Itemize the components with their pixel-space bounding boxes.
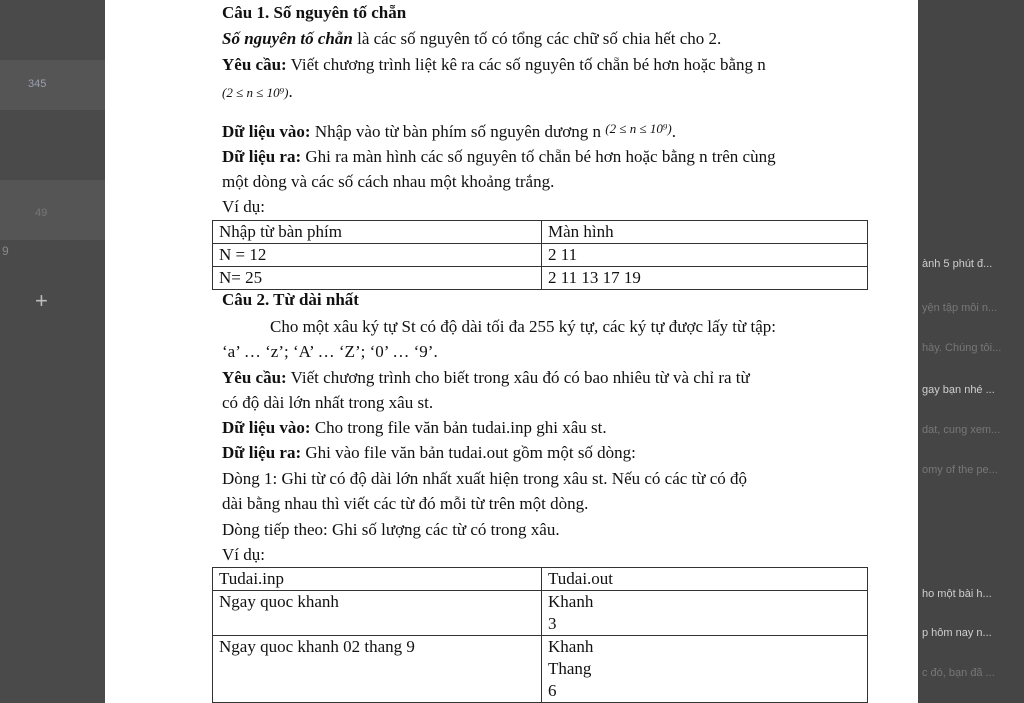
q2-input-text: Cho trong file văn bản tudai.inp ghi xâu st. — [310, 418, 607, 437]
output-line: Thang — [548, 659, 592, 678]
output-line: Khanh — [548, 592, 594, 611]
table-cell: 2 11 — [542, 244, 868, 267]
left-count-label: 49 — [35, 207, 48, 219]
table-header-row — [213, 221, 868, 244]
output-line: Khanh — [548, 637, 594, 656]
table-header-cell: Nhập từ bàn phím — [213, 221, 542, 244]
left-panel-stripe — [0, 60, 105, 110]
add-icon[interactable]: + — [35, 288, 48, 313]
right-snippet[interactable]: ành 5 phút đ... — [922, 258, 993, 270]
right-snippet[interactable]: p hôm nay n... — [922, 627, 992, 639]
q1-def-text: là các số nguyên tố có tổng các chữ số chia hết cho 2. — [352, 29, 722, 48]
q2-req-label: Yêu cầu: — [222, 368, 287, 387]
table-cell: 2 11 13 17 19 — [542, 267, 868, 290]
q2-line-1b: dài bằng nhau thì viết các từ đó mỗi từ trên một dòng. — [222, 494, 589, 513]
q1-constraint-formula: (2 ≤ n ≤ 10⁹) — [222, 85, 289, 100]
q1-constraint-dot: . — [288, 82, 293, 101]
right-snippet[interactable]: yện tập mỗi n... — [922, 302, 998, 314]
table-row — [213, 591, 868, 636]
right-snippet[interactable]: dat, cung xem... — [922, 424, 1001, 436]
q1-input-label: Dữ liệu vào: — [222, 122, 311, 141]
right-snippet[interactable]: hày. Chúng tôi... — [922, 342, 1002, 354]
q2-line-2: Dòng tiếp theo: Ghi số lượng các từ có trong xâu. — [222, 520, 560, 539]
right-snippet[interactable]: c đó, bạn đã ... — [922, 667, 995, 679]
q1-output-text-2: một dòng và các số cách nhau một khoảng trắng. — [222, 172, 555, 191]
table-header-cell: Tudai.out — [542, 568, 868, 591]
q2-output-label: Dữ liệu ra: — [222, 443, 302, 462]
left-app-panel — [0, 0, 105, 703]
q2-req-text-2: có độ dài lớn nhất trong xâu st. — [222, 393, 434, 412]
q2-example-label: Ví dụ: — [222, 545, 265, 564]
q2-requirement — [222, 366, 750, 390]
table-cell: Ngay quoc khanh — [213, 591, 542, 636]
q1-input-dot: . — [671, 122, 676, 141]
q2-output-text: Ghi vào file văn bản tudai.out gồm một số dòng: — [301, 443, 636, 462]
output-line: 3 — [548, 614, 557, 633]
q1-def-term: Số nguyên tố chẵn — [222, 29, 353, 48]
q1-title: Câu 1. Số nguyên tố chẵn — [222, 3, 407, 22]
q2-line-1: Dòng 1: Ghi từ có độ dài lớn nhất xuất hiện trong xâu st. Nếu có các từ có độ — [222, 469, 748, 488]
table-row — [213, 267, 868, 290]
q1-output-text: Ghi ra màn hình các số nguyên tố chẵn bé hơn hoặc bằng n trên cùng — [301, 147, 776, 166]
q1-constraint — [222, 80, 293, 105]
document-page — [105, 0, 918, 703]
table-cell — [542, 636, 868, 703]
q1-input — [222, 117, 676, 144]
q2-intro: Cho một xâu ký tự St có độ dài tối đa 255 ký tự, các ký tự được lấy từ tập: — [270, 317, 776, 336]
q1-input-text: Nhập vào từ bàn phím số nguyên dương n — [310, 122, 606, 141]
table-cell: N = 12 — [213, 244, 542, 267]
q2-output — [222, 441, 636, 465]
q1-output — [222, 145, 776, 169]
q1-example-label: Ví dụ: — [222, 197, 265, 216]
right-snippet[interactable]: ho một bài h... — [922, 588, 992, 600]
table-header-cell: Màn hình — [542, 221, 868, 244]
table-row — [213, 636, 868, 703]
q2-input-label: Dữ liệu vào: — [222, 418, 311, 437]
q1-example-table — [212, 220, 868, 290]
q1-req-label: Yêu cầu: — [222, 55, 287, 74]
q2-req-text: Viết chương trình cho biết trong xâu đó có bao nhiêu từ và chỉ ra từ — [286, 368, 750, 387]
right-snippet[interactable]: gay bạn nhé ... — [922, 384, 995, 396]
right-snippet[interactable]: omy of the pe... — [922, 464, 998, 476]
table-header-cell: Tudai.inp — [213, 568, 542, 591]
table-row — [213, 244, 868, 267]
q1-definition — [222, 27, 721, 51]
left-count-badge: 345 — [28, 78, 47, 90]
q1-output-label: Dữ liệu ra: — [222, 147, 302, 166]
left-number-label: 9 — [2, 244, 9, 258]
q2-charset: ‘a’ … ‘z’; ‘A’ … ‘Z’; ‘0’ … ‘9’. — [222, 342, 438, 361]
q1-req-text: Viết chương trình liệt kê ra các số nguyên tố chẵn bé hơn hoặc bằng n — [286, 55, 766, 74]
q1-requirement — [222, 53, 766, 77]
table-cell: Ngay quoc khanh 02 thang 9 — [213, 636, 542, 703]
q2-input — [222, 416, 607, 440]
q2-example-table — [212, 567, 868, 703]
table-cell: N= 25 — [213, 267, 542, 290]
q1-input-formula: (2 ≤ n ≤ 10⁹) — [605, 121, 672, 136]
output-line: 6 — [548, 681, 557, 700]
left-panel-stripe — [0, 180, 105, 240]
q2-title: Câu 2. Từ dài nhất — [222, 290, 359, 309]
table-cell — [542, 591, 868, 636]
table-header-row — [213, 568, 868, 591]
